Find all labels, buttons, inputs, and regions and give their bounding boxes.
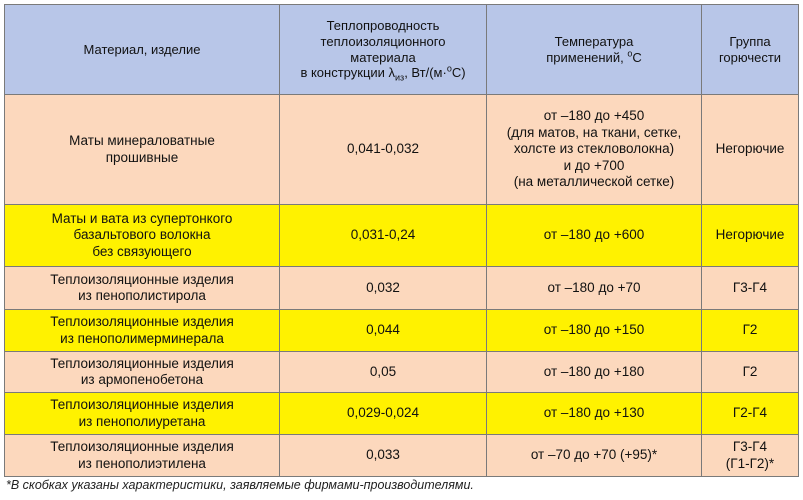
table-row [5, 393, 799, 435]
cell-material: Теплоизоляционные изделия из пенополистирола [5, 267, 280, 310]
footnote: *В скобках указаны характеристики, заявляемые фирмами-производителями. [6, 478, 474, 492]
cell-temperature: от –180 до +180 [487, 352, 702, 393]
column-header-material-label: Материал, изделие [83, 41, 201, 57]
cell-flammability: Г3-Г4 [702, 267, 799, 310]
conductivity-unit-end: С) [451, 65, 466, 81]
temperature-header-line1: Температура [554, 33, 634, 49]
cell-flammability: Г2 [702, 352, 799, 393]
column-header-conductivity [280, 5, 487, 95]
cell-material: Теплоизоляционные изделия из пенополимерминерала [5, 310, 280, 352]
cell-temperature: от –180 до +70 [487, 267, 702, 310]
column-header-flammability [702, 5, 799, 95]
temperature-unit: С [632, 49, 642, 65]
cell-flammability: Негорючие [702, 205, 799, 267]
cell-conductivity: 0,031-0,24 [280, 205, 487, 267]
table-row [5, 205, 799, 267]
cell-conductivity: 0,029-0,024 [280, 393, 487, 435]
table-header-row [5, 5, 799, 95]
cell-material: Маты минераловатные прошивные [5, 95, 280, 205]
cell-conductivity: 0,033 [280, 435, 487, 477]
table-row [5, 95, 799, 205]
cell-temperature: от –180 до +130 [487, 393, 702, 435]
conductivity-header-line3: материала [350, 49, 416, 65]
cell-conductivity: 0,032 [280, 267, 487, 310]
cell-temperature: от –70 до +70 (+95)* [487, 435, 702, 477]
cell-conductivity: 0,041-0,032 [280, 95, 487, 205]
cell-flammability: Г3-Г4 (Г1-Г2)* [702, 435, 799, 477]
flammability-header-label: Группа горючести [718, 33, 782, 65]
cell-material: Маты и вата из супертонкого базальтового волокна без связующего [5, 205, 280, 267]
cell-flammability: Г2 [702, 310, 799, 352]
cell-flammability: Г2-Г4 [702, 393, 799, 435]
cell-material: Теплоизоляционные изделия из пенополиэтилена [5, 435, 280, 477]
cell-temperature: от –180 до +600 [487, 205, 702, 267]
conductivity-header-line4: в конструкции λ [300, 65, 396, 81]
cell-conductivity: 0,05 [280, 352, 487, 393]
conductivity-header-line2: теплоизоляционного [320, 33, 446, 49]
cell-material: Теплоизоляционные изделия из армопенобетона [5, 352, 280, 393]
temperature-degree-superscript: о [627, 48, 633, 59]
table-row [5, 352, 799, 393]
lambda-subscript: из [395, 72, 405, 83]
degree-superscript: о [446, 64, 452, 75]
cell-conductivity: 0,044 [280, 310, 487, 352]
conductivity-unit: , Вт/(м· [404, 65, 447, 81]
conductivity-header-line1: Теплопроводность [326, 17, 440, 33]
materials-table [4, 4, 799, 477]
cell-flammability: Негорючие [702, 95, 799, 205]
cell-temperature: от –180 до +450 (для матов, на ткани, сетке, холсте из стекловолокна) и до +700 (на металлической сетке) [487, 95, 702, 205]
cell-material: Теплоизоляционные изделия из пенополиуретана [5, 393, 280, 435]
table-row [5, 267, 799, 310]
temperature-header-line2: применений, [546, 49, 628, 65]
column-header-material [5, 5, 280, 95]
column-header-temperature [487, 5, 702, 95]
table-row [5, 435, 799, 477]
table-row [5, 310, 799, 352]
cell-temperature: от –180 до +150 [487, 310, 702, 352]
